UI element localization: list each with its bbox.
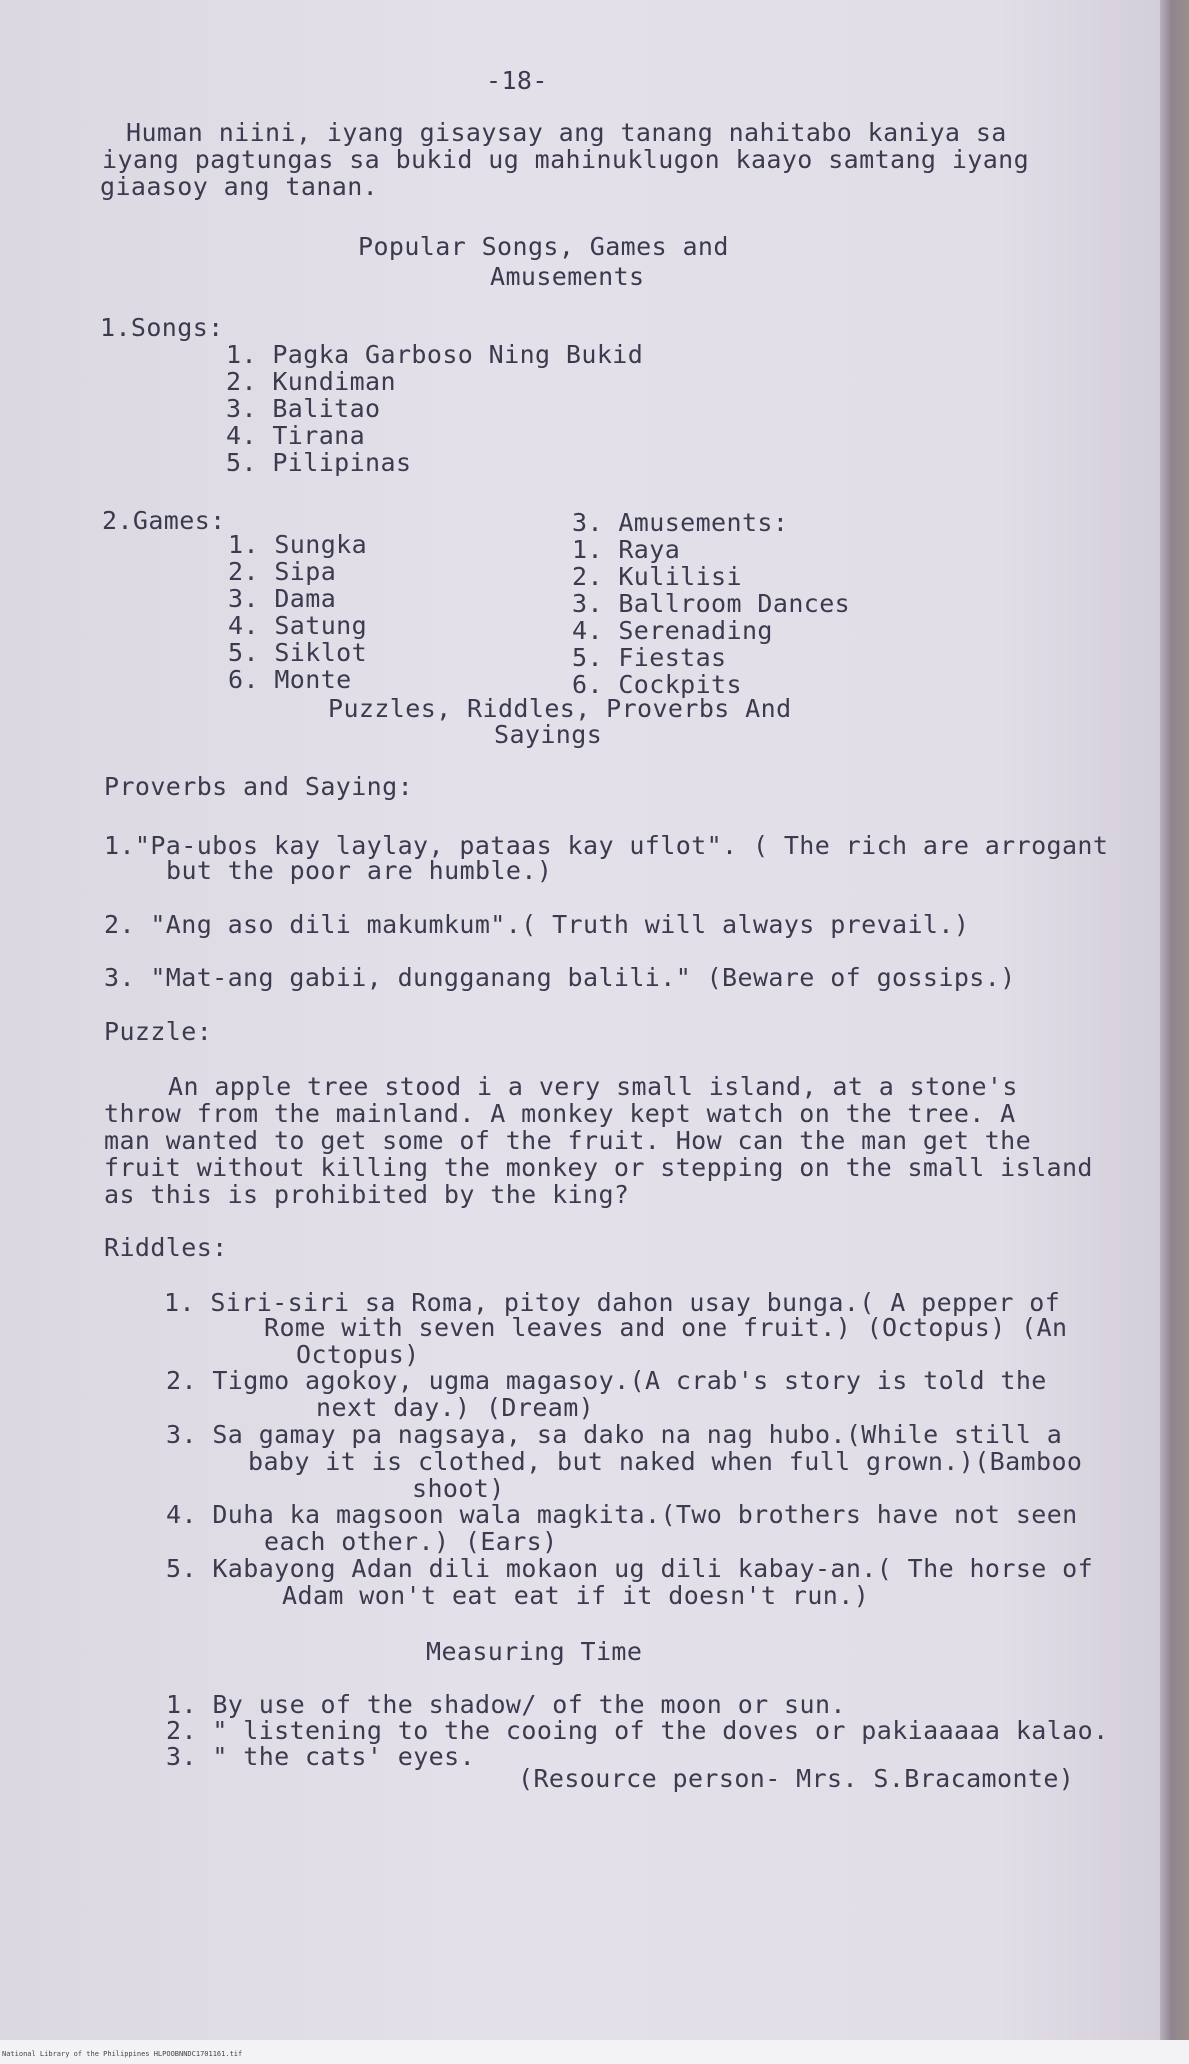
songs-label: 1.Songs: bbox=[100, 313, 224, 342]
list-item: 3. Balitao bbox=[226, 394, 381, 423]
riddle: Rome with seven leaves and one fruit.) (Octopus) (An bbox=[264, 1313, 1068, 1342]
puzzle-line: as this is prohibited by the king? bbox=[104, 1180, 630, 1209]
riddles-label: Riddles: bbox=[104, 1233, 228, 1262]
proverbs-label: Proverbs and Saying: bbox=[104, 772, 414, 801]
list-item: 2. Sipa bbox=[228, 557, 337, 586]
list-item: 2. Kundiman bbox=[226, 367, 396, 396]
intro-line: giaasoy ang tanan. bbox=[100, 172, 379, 201]
list-item: 5. Fiestas bbox=[572, 643, 727, 672]
intro-line: iyang pagtungas sa bukid ug mahinuklugon kaayo samtang iyang bbox=[102, 145, 1030, 174]
list-item: 5. Pilipinas bbox=[226, 448, 412, 477]
page-number: -18- bbox=[486, 66, 548, 95]
riddle: 4. Duha ka magsoon wala magkita.(Two brothers have not seen bbox=[166, 1500, 1078, 1529]
puzzle-line: fruit without killing the monkey or stepping on the small island bbox=[104, 1153, 1093, 1182]
riddle: each other.) (Ears) bbox=[264, 1527, 558, 1556]
list-item: 1. Raya bbox=[572, 535, 681, 564]
puzzle-line: throw from the mainland. A monkey kept watch on the tree. A bbox=[104, 1099, 1016, 1128]
riddle: 3. Sa gamay pa nagsaya, sa dako na nag hubo.(While still a bbox=[166, 1420, 1063, 1449]
list-item: 4. Satung bbox=[228, 611, 368, 640]
games-label: 2.Games: bbox=[102, 506, 226, 535]
puzzle-line: An apple tree stood i a very small island, at a stone's bbox=[168, 1072, 1018, 1101]
measuring-item: 3. " the cats' eyes. bbox=[166, 1742, 476, 1771]
puzzle-line: man wanted to get some of the fruit. How can the man get the bbox=[104, 1126, 1032, 1155]
list-item: 5. Siklot bbox=[228, 638, 368, 667]
list-item: 6. Cockpits bbox=[572, 670, 742, 699]
proverb: 1."Pa-ubos kay laylay, pataas kay uflot". ( The rich are arrogant bbox=[104, 831, 1109, 860]
riddle: 2. Tigmo agokoy, ugma magasoy.(A crab's story is told the bbox=[166, 1366, 1047, 1395]
proverb: 3. "Mat-ang gabii, dungganang balili." (Beware of gossips.) bbox=[104, 963, 1016, 992]
section-heading: Puzzles, Riddles, Proverbs And bbox=[328, 694, 792, 723]
resource-person: (Resource person- Mrs. S.Bracamonte) bbox=[518, 1764, 1075, 1793]
riddle: 5. Kabayong Adan dili mokaon ug dili kabay-an.( The horse of bbox=[166, 1554, 1094, 1583]
intro-line: Human niini, iyang gisaysay ang tanang nahitabo kaniya sa bbox=[126, 118, 1007, 147]
puzzle-label: Puzzle: bbox=[104, 1017, 213, 1046]
section-heading: Amusements bbox=[490, 262, 645, 291]
riddle: baby it is clothed, but naked when full grown.)(Bamboo bbox=[248, 1447, 1083, 1476]
measuring-item: 2. " listening to the cooing of the doves or pakiaaaaa kalao. bbox=[166, 1716, 1109, 1745]
list-item: 1. Sungka bbox=[228, 530, 368, 559]
riddle: 1. Siri-siri sa Roma, pitoy dahon usay bunga.( A pepper of bbox=[164, 1288, 1061, 1317]
section-heading: Popular Songs, Games and bbox=[358, 232, 729, 261]
riddle: next day.) (Dream) bbox=[316, 1393, 595, 1422]
book-spine bbox=[1160, 0, 1189, 2040]
proverb: 2. "Ang aso dili makumkum".( Truth will always prevail.) bbox=[104, 910, 970, 939]
riddle: Octopus) bbox=[296, 1340, 420, 1369]
list-item: 1. Pagka Garboso Ning Bukid bbox=[226, 340, 644, 369]
list-item: 4. Serenading bbox=[572, 616, 773, 645]
section-heading: Measuring Time bbox=[426, 1637, 643, 1666]
measuring-item: 1. By use of the shadow/ of the moon or sun. bbox=[166, 1690, 846, 1719]
scan-footer: National Library of the Philippines HLPOOBNNDC1701161.tif bbox=[2, 2050, 243, 2058]
list-item: 2. Kulilisi bbox=[572, 562, 742, 591]
list-item: 3. Ballroom Dances bbox=[572, 589, 851, 618]
proverb: but the poor are humble.) bbox=[166, 856, 553, 885]
list-item: 3. Dama bbox=[228, 584, 337, 613]
amusements-label: 3. Amusements: bbox=[572, 508, 789, 537]
list-item: 6. Monte bbox=[228, 665, 352, 694]
riddle: Adam won't eat eat if it doesn't run.) bbox=[282, 1581, 870, 1610]
section-heading: Sayings bbox=[494, 720, 603, 749]
list-item: 4. Tirana bbox=[226, 421, 366, 450]
riddle: shoot) bbox=[412, 1474, 505, 1503]
